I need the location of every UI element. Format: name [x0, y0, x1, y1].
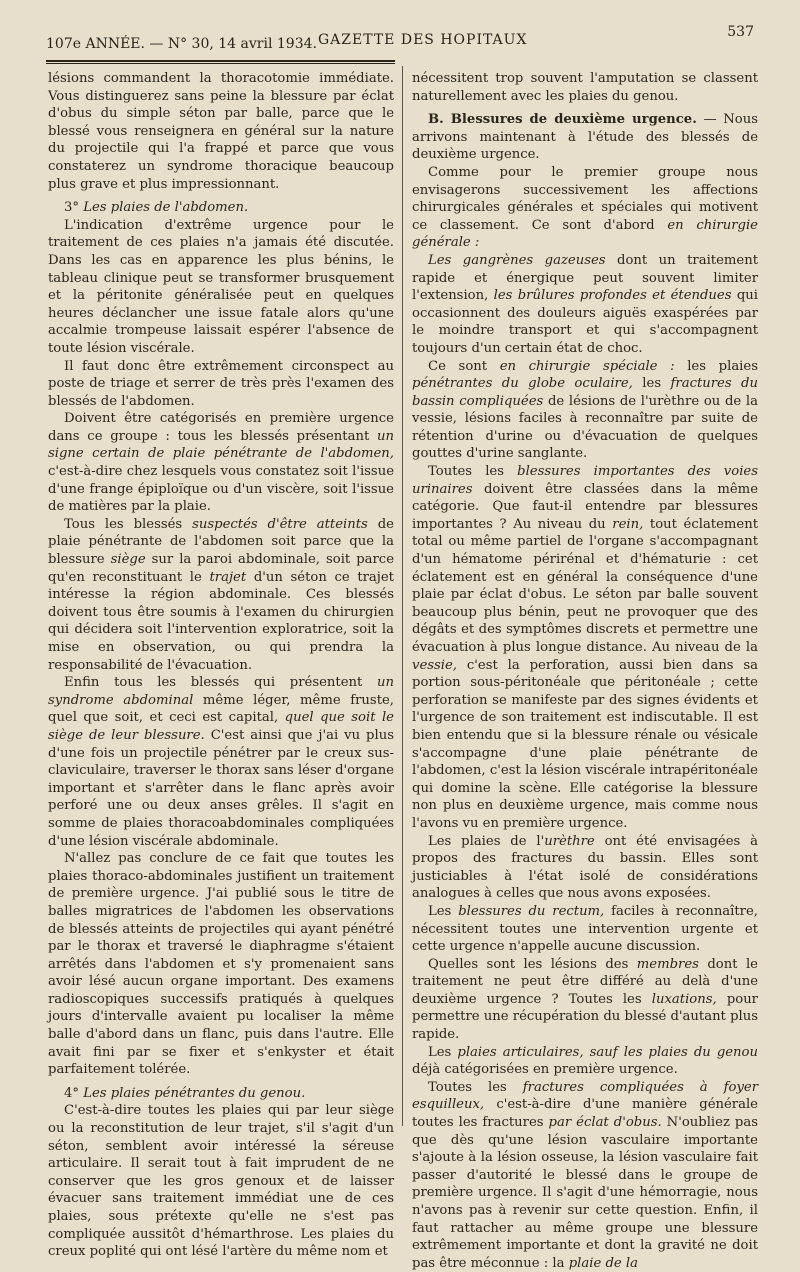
header-rule-thin — [46, 63, 395, 64]
section-heading-second-urgency: B. Blessures de deuxième urgence. — Nous arrivons maintenant à l'étude des blessés de deuxième urgence. — [412, 112, 758, 163]
paragraph: C'est-à-dire toutes les plaies qui par leur siège ou la reconstitution de leur trajet, s'il s'agit d'un séton, semblent avoir intéressé la séreuse articulaire. Il serait tout à fait imprudent de ne conserver que les gros genoux et de laisser évacuer sans traitement immédiat une de ces plaies, sous prétexte qu'elle ne s'est pas compliquée aussitôt d'hémarthrose. Les plaies du creux poplité qui ont lésé l'artère du même nom et — [48, 1103, 394, 1260]
paragraph: Doivent être catégorisés en première urgence dans ce groupe : tous les blessés présentant un signe certain de plaie pénétrante de l'abdomen, c'est-à-dire chez lesquels vous constatez soit l'issue d'une frange épiploïque ou d'un viscère, soit l'issue de matières par la plaie. — [48, 411, 394, 515]
right-column — [412, 70, 758, 1272]
paragraph: Les blessures du rectum, faciles à reconnaître, nécessitent toutes une intervention urgente et cette urgence n'appelle aucune discussion. — [412, 903, 758, 955]
paragraph: Comme pour le premier groupe nous envisagerons successivement les affections chirurgicales générales et spéciales qui motivent ce classement. Ce sont d'abord en chirurgie générale : — [412, 164, 758, 251]
paragraph: Les plaies de l'urèthre ont été envisagées à propos des fractures du bassin. Elles sont justiciables à l'état isolé de considérations analogues à celles que nous avons exposées. — [412, 833, 759, 902]
page-header — [46, 24, 754, 58]
section-heading-genou — [48, 1085, 394, 1103]
section-title: Les plaies pénétrantes du genou. — [83, 1085, 306, 1101]
header-rule — [46, 60, 395, 62]
paragraph: Tous les blessés suspectés d'être atteints de plaie pénétrante de l'abdomen soit parce que la blessure siège sur la paroi abdominale, soit parce qu'en reconstituant le trajet d'un séton ce trajet intéresse la région abdominale. Ces blessés doivent tous être soumis à l'examen du chirurgien qui décidera soit l'intervention exploratrice, soit la mise en observation, ou qui prendra la responsabilité de l'évacuation. — [48, 516, 394, 673]
section-number: 4° — [64, 1085, 79, 1101]
page-number: 537 — [727, 24, 754, 40]
paragraph: Il faut donc être extrêmement circonspect au poste de triage et serrer de très près l'examen des blessés de l'abdomen. — [48, 358, 394, 409]
paragraph: lésions commandent la thoracotomie immédiate. Vous distinguerez sans peine la blessure par éclat d'obus du simple séton par balle, parce que le blessé vous renseignera en général sur la nature du projectile qui l'a frappé et parce que vous constaterez un syndrome thoracique beaucoup plus grave et plus impressionnant. — [48, 71, 394, 192]
paragraph: Enfin tous les blessés qui présentent un syndrome abdominal même léger, même fruste, quel que soit, et ceci est capital, quel que soit le siège de leur blessure. C'est ainsi que j'ai vu plus d'une fois un projectile pénétrer par le creux sus-claviculaire, traverser le thorax sans léser d'organe important et s'arrêter dans le flanc après avoir perforé une ou deux anses grêles. Il s'agit en somme de plaies thoracoabdominales compliquées d'une lésion viscérale abdominale. — [48, 675, 394, 849]
section-heading-abdomen — [48, 199, 394, 217]
paragraph: Quelles sont les lésions des membres dont le traitement ne peut être différé au delà d'une deuxième urgence ? Toutes les luxations, pour permettre une récupération du blessé d'autant plus rapide. — [412, 956, 758, 1043]
paragraph: L'indication d'extrême urgence pour le traitement de ces plaies n'a jamais été discutée. Dans les cas en apparence les plus bénins, le tableau clinique peut se transformer brusquement et la péritonite généralisée peut en quelques heures déclancher une issue fatale alors qu'une accalmie trompeuse laissait espérer l'absence de toute lésion viscérale. — [48, 217, 394, 356]
issue-info: 107e ANNÉE. — N° 30, 14 avril 1934. — [46, 36, 317, 52]
journal-title: GAZETTE DES HOPITAUX — [318, 32, 528, 48]
section-title: B. Blessures de deuxième urgence. — [428, 112, 697, 128]
paragraph: Les gangrènes gazeuses dont un traitement rapide et énergique peut souvent limiter l'extension, les brûlures profondes et étendues qui occasionnent des douleurs aiguës exaspérées par le moindre transport et qui s'accompagnent toujours d'un certain état de choc. — [412, 252, 759, 356]
paragraph: Toutes les fractures compliquées à foyer esquilleux, c'est-à-dire d'une manière générale toutes les fractures par éclat d'obus. N'oubliez pas que dès qu'une lésion vasculaire importante s'ajoute à la lésion osseuse, la lésion vasculaire fait passer d'autorité le blessé dans le groupe de première urgence. Il s'agit d'une hémorragie, nous n'avons pas à revenir sur cette question. Enfin, il faut rattacher au même groupe une blessure extrêmement importante et dont la gravité ne doit pas être méconnue : la plaie de la — [412, 1079, 758, 1271]
section-number: 3° — [64, 200, 79, 216]
column-divider — [402, 66, 403, 1126]
paragraph: Toutes les blessures importantes des voies urinaires doivent être classées dans la même catégorie. Que faut-il entendre par blessures importantes ? Au niveau du rein, tout éclatement total ou même partiel de l'organe s'accompagnant d'un hématome périrénal et d'hématurie : cet éclatement est en général la conséquence d'une plaie par éclat d'obus. Le séton par balle souvent beaucoup plus bénin, peut ne provoquer que des dégâts et des symptômes discrets et permettre une évacuation à plus longue distance. Au niveau de la vessie, c'est la perforation, aussi bien dans sa portion sous-péritonéale que péritonéale ; cette perforation se manifeste par des signes évidents et l'urgence de son traitement est indiscutable. Il est bien entendu que si la blessure rénale ou vésicale s'accompagne d'une plaie pénétrante de l'abdomen, c'est la lésion viscérale intrapéritonéale qui domine la scène. Elle catégorise la blessure non plus en deuxième urgence, mais comme nous l'avons vu en première urgence. — [412, 464, 759, 831]
section-title: Les plaies de l'abdomen. — [83, 200, 249, 216]
left-column — [48, 70, 394, 1261]
paragraph: N'allez pas conclure de ce fait que toutes les plaies thoraco-abdominales justifient un traitement de première urgence. J'ai publié sous le titre de balles migratrices de l'abdomen les observations de blessés atteints de projectiles qui ayant pénétré par le thorax et traversé le diaphragme s'étaient arrêtés dans l'abdomen et s'y promenaient sans avoir lésé aucun organe important. Des examens radioscopiques successifs pratiqués à quelques jours d'intervalle avaient pu localiser la même balle d'abord dans un flanc, puis dans l'autre. Elle avait fini par se fixer et s'enkyster et était parfaitement tolérée. — [48, 851, 394, 1078]
paragraph: nécessitent trop souvent l'amputation se classent naturellement avec les plaies du genou. — [412, 71, 758, 104]
paragraph: Ce sont en chirurgie spéciale : les plaies pénétrantes du globe oculaire, les fractures du bassin compliquées de lésions de l'urèthre ou de la vessie, lésions faciles à reconnaître par suite de rétention d'urine ou d'évacuation de quelques gouttes d'urine sanglante. — [412, 358, 758, 462]
paragraph: Les plaies articulaires, sauf les plaies du genou déjà catégorisées en première urgence. — [412, 1044, 758, 1078]
